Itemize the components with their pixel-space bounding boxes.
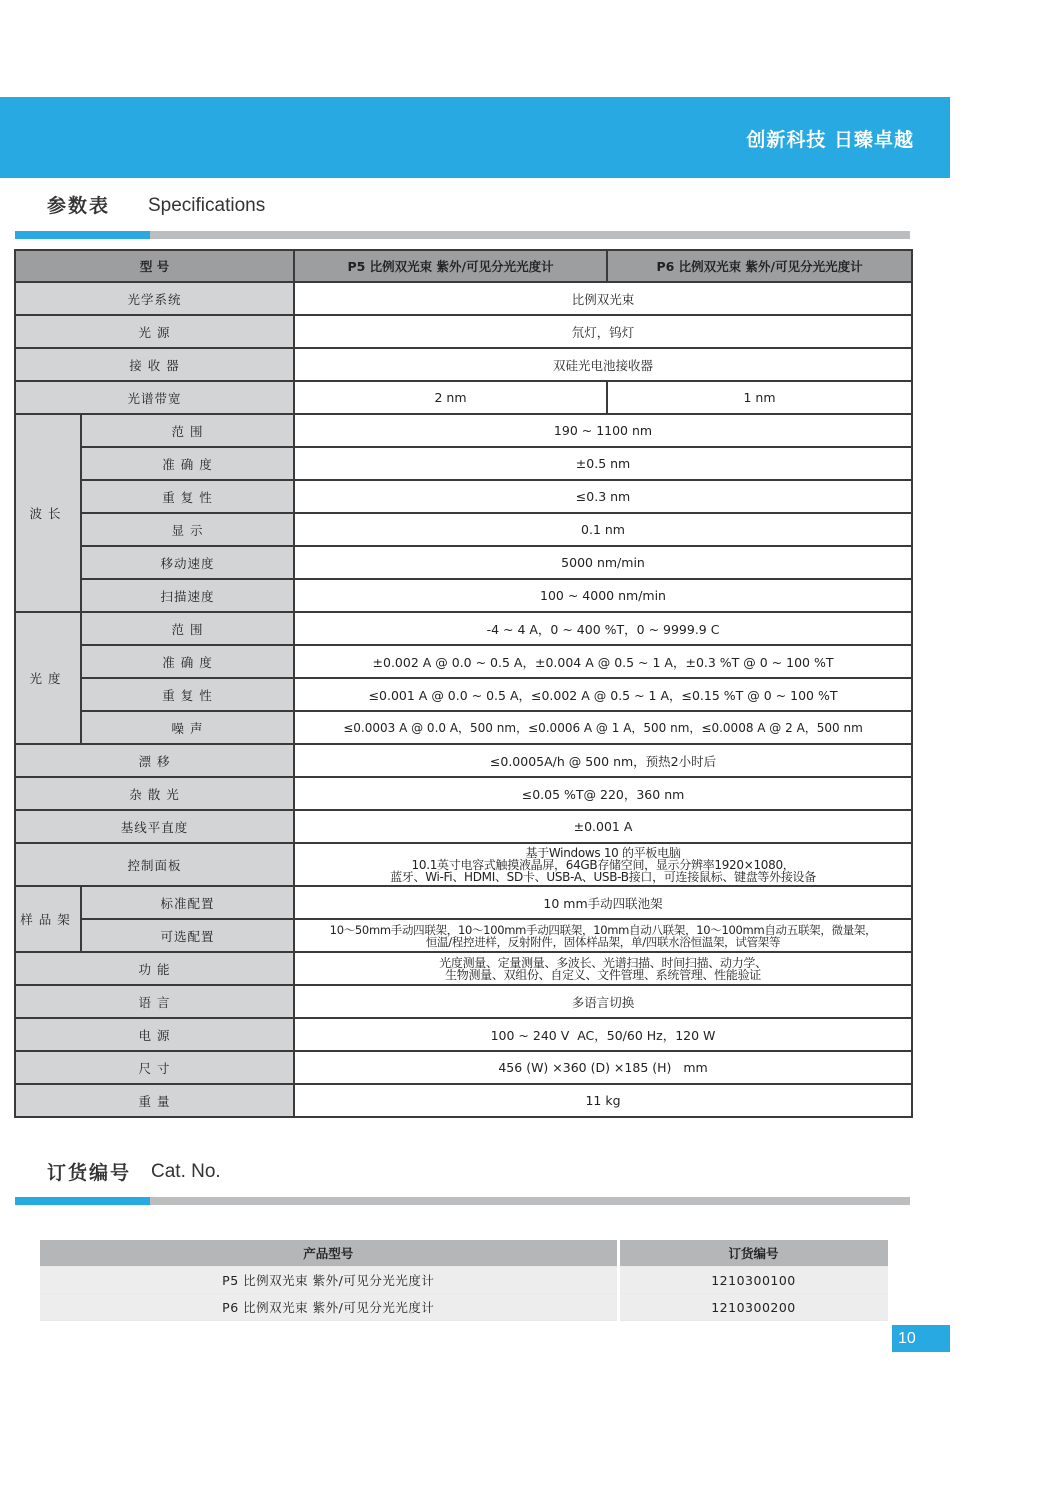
text-line: 10.1英寸电容式触摸液晶屏，64GB存储空间，显示分辨率1920×1080， [411, 857, 795, 872]
spec-value: ±0.5 nm [294, 447, 912, 480]
text-line: 基于Windows 10 的平板电脑 [525, 845, 681, 860]
spec-value-p6: 1 nm [607, 381, 912, 414]
spec-row [15, 886, 912, 919]
spec-row [15, 414, 912, 447]
table-row [40, 1294, 889, 1321]
spec-label: 标准配置 [81, 886, 294, 919]
slogan: 创新科技 日臻卓越 [746, 129, 914, 151]
spec-label: 准 确 度 [81, 645, 294, 678]
spec-label: 尺 寸 [15, 1051, 294, 1084]
spec-row [15, 711, 912, 744]
text-line: 生物测量、双组份、自定义、文件管理、系统管理、性能验证 [445, 967, 761, 982]
spec-row [15, 919, 912, 952]
spec-value: 5000 nm/min [294, 546, 912, 579]
spec-row [15, 381, 912, 414]
spec-value: ≤0.0003 A @ 0.0 A，500 nm，≤0.0006 A @ 1 A，500 nm，≤0.0008 A @ 2 A，500 nm [294, 711, 912, 744]
text-line: 光度测量、定量测量、多波长、光谱扫描、时间扫描、动力学、 [439, 955, 767, 970]
spec-row [15, 810, 912, 843]
text-line: 蓝牙、Wi-Fi、HDMI、SD卡、USB-A、USB-B接口，可连接鼠标、键盘等外接设备 [390, 869, 816, 884]
spec-label: 重 复 性 [81, 480, 294, 513]
spec-value: ≤0.0005A/h @ 500 nm，预热2小时后 [294, 744, 912, 777]
product-name: P5 比例双光束 紫外/可见分光光度计 [40, 1267, 618, 1294]
spec-label: 噪 声 [81, 711, 294, 744]
order-subtitle: Cat. No. [151, 1161, 221, 1182]
model-p5: P5 比例双光束 紫外/可见分光光度计 [294, 250, 607, 282]
spec-value: 0.1 nm [294, 513, 912, 546]
table-row [40, 1267, 889, 1294]
col-product: 产品型号 [40, 1240, 618, 1267]
spec-label: 重 复 性 [81, 678, 294, 711]
spec-row [15, 447, 912, 480]
spec-label: 范 围 [81, 414, 294, 447]
spec-value: ≤0.3 nm [294, 480, 912, 513]
spec-row [15, 777, 912, 810]
order-divider [15, 1197, 910, 1205]
spec-row [15, 645, 912, 678]
spec-value: -4 ~ 4 A，0 ~ 400 %T，0 ~ 9999.9 C [294, 612, 912, 645]
spec-value: 190 ~ 1100 nm [294, 414, 912, 447]
spec-row [15, 513, 912, 546]
spec-value-p5: 2 nm [294, 381, 607, 414]
header-banner [0, 97, 950, 178]
order-title: 订货编号 [47, 1162, 132, 1184]
spec-value-multiline [294, 952, 912, 985]
spec-label: 重 量 [15, 1084, 294, 1117]
spec-value: 比例双光束 [294, 282, 912, 315]
spec-value: 100 ~ 4000 nm/min [294, 579, 912, 612]
spec-label: 语 言 [15, 985, 294, 1018]
page-number: 10 [892, 1325, 950, 1352]
spec-row [15, 480, 912, 513]
spec-value: 11 kg [294, 1084, 912, 1117]
text-line: 10～50mm手动四联架，10～100mm手动四联架，10mm自动八联架，10～100mm自动五联架，微量架， [329, 922, 877, 937]
spec-row [15, 546, 912, 579]
spec-label: 控制面板 [15, 843, 294, 886]
spec-row [15, 1018, 912, 1051]
spec-value: ≤0.001 A @ 0.0 ~ 0.5 A，≤0.002 A @ 0.5 ~ 1 A，≤0.15 %T @ 0 ~ 100 %T [294, 678, 912, 711]
spec-value: ≤0.05 %T@ 220，360 nm [294, 777, 912, 810]
spec-label: 功 能 [15, 952, 294, 985]
spec-label: 光 源 [15, 315, 294, 348]
col-catno: 订货编号 [618, 1240, 889, 1267]
spec-label: 扫描速度 [81, 579, 294, 612]
spec-value: 多语言切换 [294, 985, 912, 1018]
spec-label: 漂 移 [15, 744, 294, 777]
spec-row [15, 985, 912, 1018]
spec-label: 接 收 器 [15, 348, 294, 381]
spec-label: 杂 散 光 [15, 777, 294, 810]
spec-label: 光学系统 [15, 282, 294, 315]
spec-value: 10 mm手动四联池架 [294, 886, 912, 919]
photometric-group: 光度 [15, 612, 81, 744]
sample-holder-group: 样品架 [15, 886, 81, 952]
wavelength-group: 波长 [15, 414, 81, 612]
spec-label: 电 源 [15, 1018, 294, 1051]
cat-number: 1210300100 [618, 1267, 889, 1294]
specs-divider [15, 231, 910, 239]
spec-value: 100 ~ 240 V AC，50/60 Hz，120 W [294, 1018, 912, 1051]
model-p6: P6 比例双光束 紫外/可见分光光度计 [607, 250, 912, 282]
spec-label: 范 围 [81, 612, 294, 645]
spec-header-row [15, 250, 912, 282]
specs-subtitle: Specifications [148, 195, 266, 216]
spec-value-multiline [294, 843, 912, 886]
spec-row [15, 348, 912, 381]
spec-row [15, 282, 912, 315]
model-label: 型 号 [15, 250, 294, 282]
spec-row [15, 612, 912, 645]
spec-row [15, 315, 912, 348]
spec-row [15, 744, 912, 777]
spec-value: ±0.001 A [294, 810, 912, 843]
spec-label: 移动速度 [81, 546, 294, 579]
product-name: P6 比例双光束 紫外/可见分光光度计 [40, 1294, 618, 1321]
spec-value: ±0.002 A @ 0.0 ~ 0.5 A，±0.004 A @ 0.5 ~ 1 A，±0.3 %T @ 0 ~ 100 %T [294, 645, 912, 678]
spec-row [15, 1084, 912, 1117]
spec-value: 456 (W) ×360 (D) ×185 (H) mm [294, 1051, 912, 1084]
order-header-row [40, 1240, 889, 1267]
spec-table [14, 249, 913, 1118]
spec-value-multiline [294, 919, 912, 952]
text-line: 恒温/程控进样，反射附件，固体样品架，单/四联水浴恒温架，试管架等 [425, 934, 781, 949]
spec-label: 准 确 度 [81, 447, 294, 480]
order-table [40, 1240, 891, 1321]
spec-row [15, 678, 912, 711]
spec-label: 显 示 [81, 513, 294, 546]
spec-row [15, 579, 912, 612]
specs-title: 参数表 [47, 195, 111, 217]
cat-number: 1210300200 [618, 1294, 889, 1321]
spec-label: 光谱带宽 [15, 381, 294, 414]
spec-label: 基线平直度 [15, 810, 294, 843]
spec-row [15, 952, 912, 985]
spec-row [15, 843, 912, 886]
spec-label: 可选配置 [81, 919, 294, 952]
spec-row [15, 1051, 912, 1084]
spec-value: 氘灯，钨灯 [294, 315, 912, 348]
spec-value: 双硅光电池接收器 [294, 348, 912, 381]
